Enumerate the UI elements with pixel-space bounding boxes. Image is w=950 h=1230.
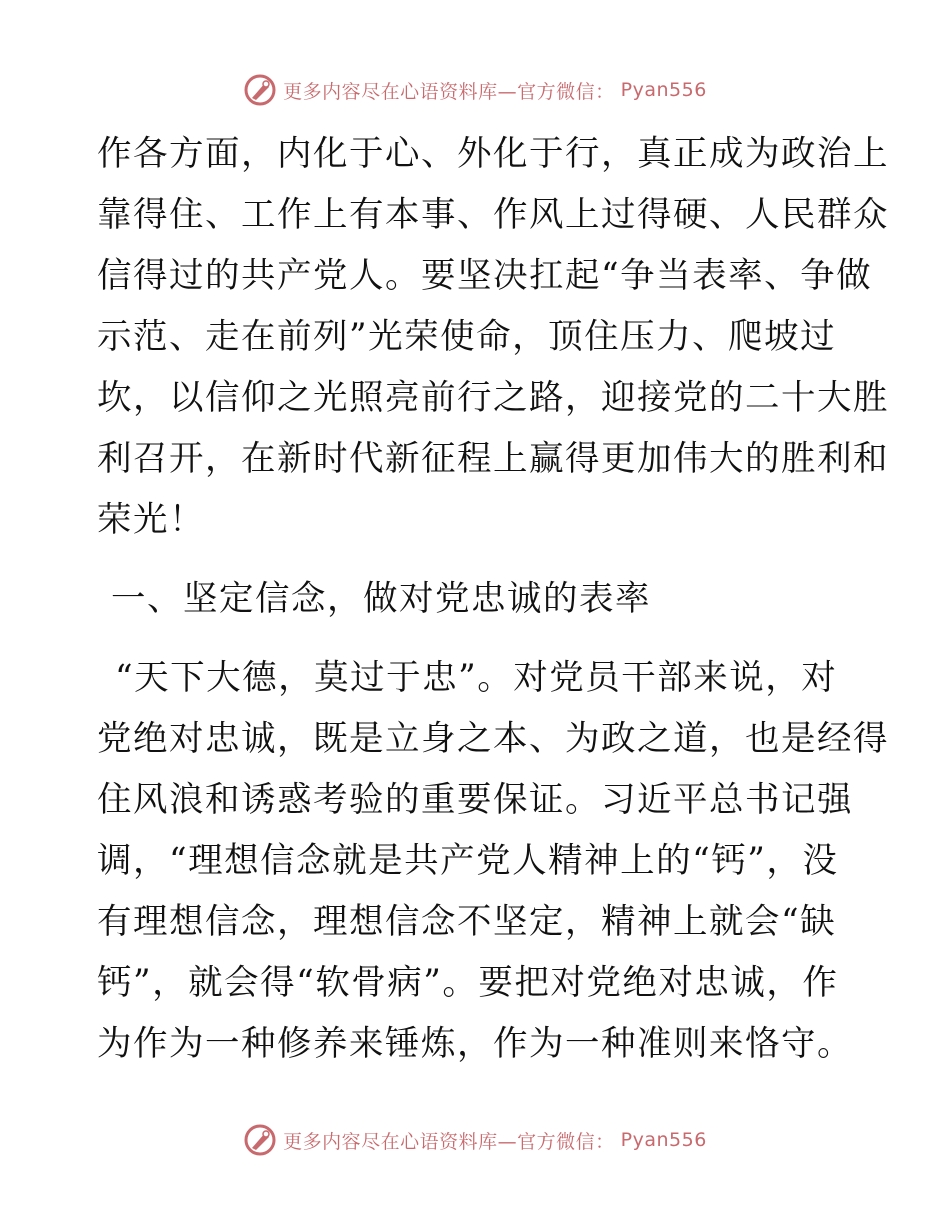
document-body xyxy=(97,124,889,1075)
text-line: 为作为一种修养来锤炼，作为一种准则来恪守。 xyxy=(97,1024,853,1064)
section-heading: 一、坚定信念，做对党忠诚的表率 xyxy=(111,579,651,619)
text-line: 调，“理想信念就是共产党人精神上的“钙”，没 xyxy=(97,841,839,881)
brand-logo-icon xyxy=(243,73,277,107)
header-watermark xyxy=(0,70,950,110)
text-line: 钙”，就会得“软骨病”。要把对党绝对忠诚，作 xyxy=(97,963,839,1003)
text-line: 坎，以信仰之光照亮前行之路，迎接党的二十大胜 xyxy=(97,378,889,418)
text-line: “天下大德，莫过于忠”。对党员干部来说，对 xyxy=(115,658,838,698)
watermark-text: 更多内容尽在心语资料库—官方微信： xyxy=(283,80,615,103)
text-line: 靠得住、工作上有本事、作风上过得硬、人民群众 xyxy=(97,195,889,235)
text-line: 党绝对忠诚，既是立身之本、为政之道，也是经得 xyxy=(97,719,889,759)
text-line: 有理想信念，理想信念不坚定，精神上就会“缺 xyxy=(97,902,837,942)
footer-watermark xyxy=(0,1120,950,1160)
watermark-text: 更多内容尽在心语资料库—官方微信： xyxy=(283,1130,615,1153)
text-line: 荣光！ xyxy=(97,500,205,540)
brand-logo-icon xyxy=(243,1123,277,1157)
text-line: 利召开，在新时代新征程上赢得更加伟大的胜利和 xyxy=(97,439,889,479)
text-line: 信得过的共产党人。要坚决扛起“争当表率、争做 xyxy=(97,256,873,296)
watermark-handle: Pyan556 xyxy=(620,1129,707,1151)
text-line: 作各方面，内化于心、外化于行，真正成为政治上 xyxy=(97,134,889,174)
text-line: 住风浪和诱惑考验的重要保证。习近平总书记强 xyxy=(97,780,853,820)
text-line: 示范、走在前列”光荣使命，顶住压力、爬坡过 xyxy=(97,317,837,357)
watermark-handle: Pyan556 xyxy=(620,79,707,101)
